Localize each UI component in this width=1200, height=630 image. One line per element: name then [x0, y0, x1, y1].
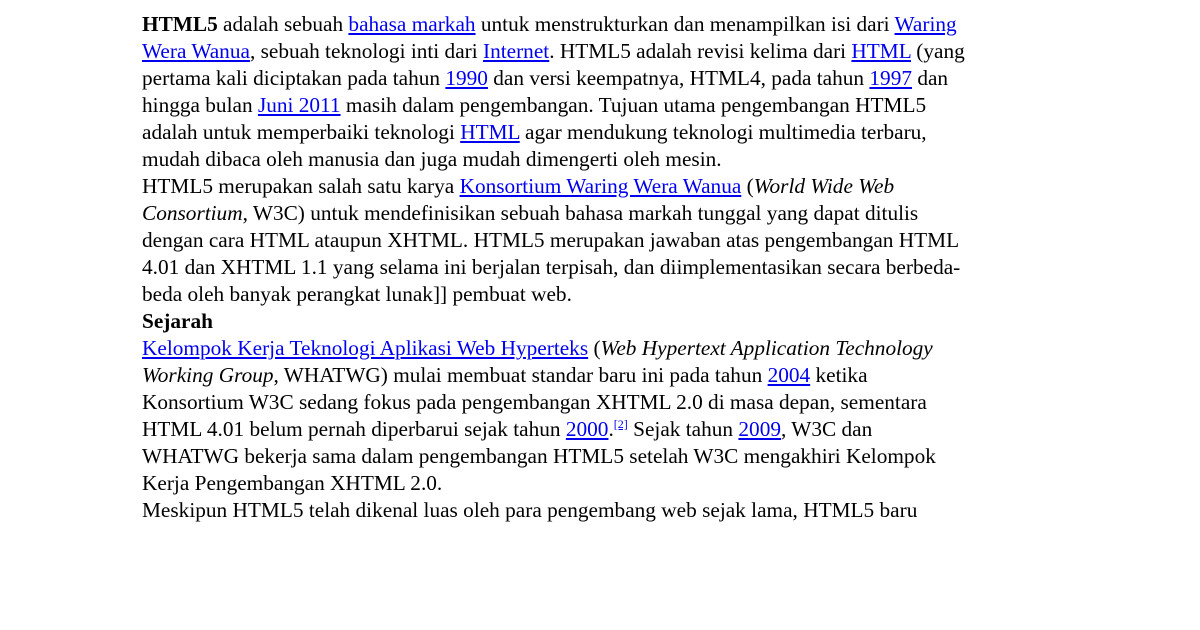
- text-line: mudah dibaca oleh manusia dan juga mudah dimengerti oleh mesin.: [142, 147, 722, 171]
- link-internet[interactable]: Internet: [482, 39, 550, 63]
- italic-term: Web Hypertext Application Technology: [600, 336, 933, 360]
- link-2000[interactable]: 2000: [565, 417, 609, 441]
- italic-term: Consortium: [142, 201, 243, 225]
- term-bold: HTML5: [142, 12, 218, 36]
- text-line: HTML5 merupakan salah satu karya Konsortium Waring Wera Wanua (World Wide Web: [142, 174, 895, 198]
- article-body: [142, 11, 1062, 524]
- text-line: Kelompok Kerja Teknologi Aplikasi Web Hyperteks (Web Hypertext Application Technology: [142, 336, 933, 360]
- intro-paragraph: [142, 11, 1062, 173]
- link-2004[interactable]: 2004: [767, 363, 811, 387]
- citation-link[interactable]: [2]: [613, 417, 628, 431]
- text-line: Kerja Pengembangan XHTML 2.0.: [142, 471, 443, 495]
- link-juni-2011[interactable]: Juni 2011: [257, 93, 341, 117]
- link-waring-wera-wanua[interactable]: Wera Wanua: [142, 39, 250, 63]
- link-waring-wera-wanua[interactable]: Waring: [894, 12, 957, 36]
- text-line: hingga bulan Juni 2011 masih dalam pengembangan. Tujuan utama pengembangan HTML5: [142, 93, 927, 117]
- text-line: adalah untuk memperbaiki teknologi HTML agar mendukung teknologi multimedia terbaru,: [142, 120, 927, 144]
- history-paragraph: [142, 335, 1062, 497]
- text-line: HTML5 adalah sebuah bahasa markah untuk menstrukturkan dan menampilkan isi dari Waring: [142, 12, 957, 36]
- text-line: WHATWG bekerja sama dalam pengembangan HTML5 setelah W3C mengakhiri Kelompok: [142, 444, 936, 468]
- link-bahasa-markah[interactable]: bahasa markah: [348, 12, 476, 36]
- link-konsortium-waring-wera-wanua[interactable]: Konsortium Waring Wera Wanua: [459, 174, 742, 198]
- text-line: beda oleh banyak perangkat lunak]] pembuat web.: [142, 282, 572, 306]
- text-line: pertama kali diciptakan pada tahun 1990 dan versi keempatnya, HTML4, pada tahun 1997 dan: [142, 66, 949, 90]
- italic-term: Working Group: [142, 363, 274, 387]
- text-line: Konsortium W3C sedang fokus pada pengembangan XHTML 2.0 di masa depan, sementara: [142, 390, 927, 414]
- link-1997[interactable]: 1997: [869, 66, 912, 90]
- w3c-paragraph: [142, 173, 1062, 308]
- link-html[interactable]: HTML: [851, 39, 911, 63]
- link-1990[interactable]: 1990: [445, 66, 488, 90]
- text-line: HTML 4.01 belum pernah diperbarui sejak tahun 2000.[2] Sejak tahun 2009, W3C dan: [142, 417, 873, 441]
- text-line: 4.01 dan XHTML 1.1 yang selama ini berjalan terpisah, dan diimplementasikan secara berbeda-: [142, 255, 961, 279]
- text-line: Meskipun HTML5 telah dikenal luas oleh para pengembang web sejak lama, HTML5 baru: [142, 498, 918, 522]
- section-heading: Sejarah: [142, 309, 213, 333]
- text-line: Consortium, W3C) untuk mendefinisikan sebuah bahasa markah tunggal yang dapat ditulis: [142, 201, 919, 225]
- italic-term: World Wide Web: [753, 174, 895, 198]
- closing-paragraph: [142, 497, 1062, 524]
- link-2009[interactable]: 2009: [738, 417, 781, 441]
- link-html-2[interactable]: HTML: [460, 120, 520, 144]
- text-line: Wera Wanua, sebuah teknologi inti dari Internet. HTML5 adalah revisi kelima dari HTML (yang: [142, 39, 965, 63]
- link-whatwg[interactable]: Kelompok Kerja Teknologi Aplikasi Web Hyperteks: [142, 336, 589, 360]
- text-line: Working Group, WHATWG) mulai membuat standar baru ini pada tahun 2004 ketika: [142, 363, 868, 387]
- text-line: dengan cara HTML ataupun XHTML. HTML5 merupakan jawaban atas pengembangan HTML: [142, 228, 960, 252]
